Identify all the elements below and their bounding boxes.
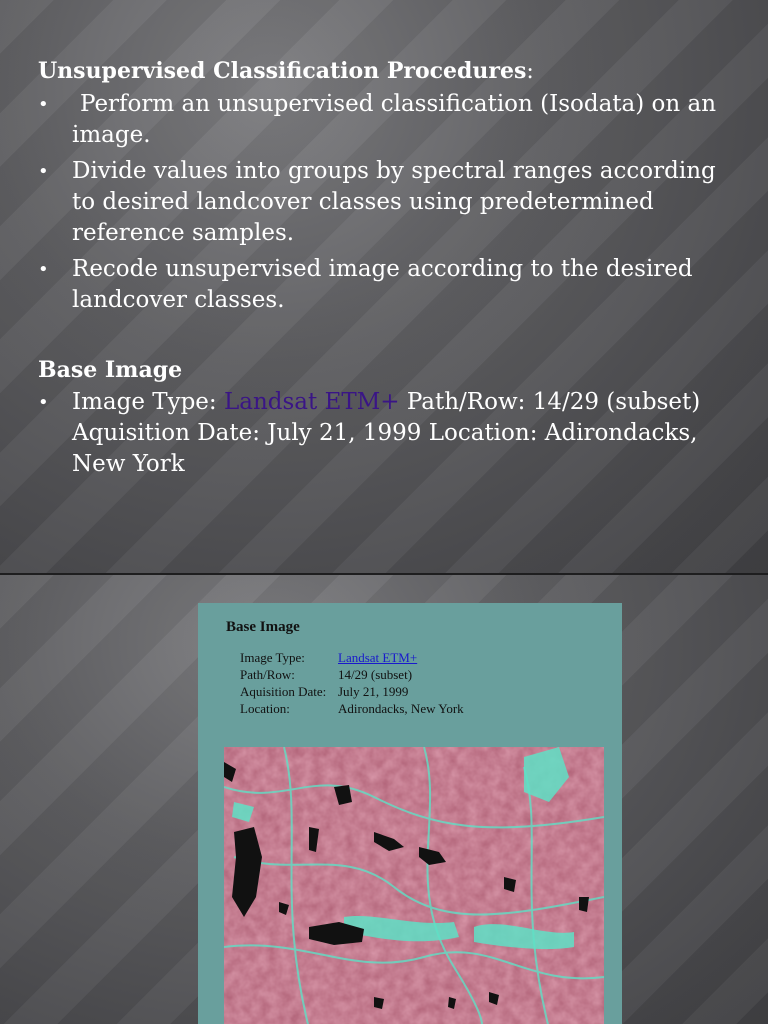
base-image-list (38, 387, 738, 480)
bullet-item: • Divide values into groups by spectral ranges according to desired landcover classes using predetermined reference samples. (38, 158, 716, 246)
landsat-satellite-image (224, 747, 604, 1024)
bullet-item: • Perform an unsupervised classification (Isodata) on an image. (38, 91, 717, 148)
procedures-list (38, 89, 738, 316)
bullet-item: • Image Type: Landsat ETM+ Path/Row: 14/29 (subset) Aquisition Date: July 21, 1999 Location: Adirondacks, New York (38, 389, 701, 477)
base-image-heading: Base Image (38, 357, 183, 383)
image-metadata (240, 649, 464, 717)
base-image-panel (198, 603, 622, 1024)
meta-row: Location: Adirondacks, New York (240, 701, 464, 716)
meta-row: Aquisition Date: July 21, 1999 (240, 684, 409, 699)
meta-row: Image Type: Landsat ETM+ (240, 650, 418, 665)
bullet-icon: • (38, 161, 49, 182)
bullet-icon: • (38, 392, 49, 413)
landsat-etm-link[interactable]: Landsat ETM+ (338, 650, 418, 665)
bullet-icon: • (38, 259, 49, 280)
satellite-image-graphic (224, 747, 604, 1024)
procedures-heading: Unsupervised Classification Procedures: (38, 58, 534, 84)
slide-2 (0, 575, 768, 1024)
meta-row: Path/Row: 14/29 (subset) (240, 667, 413, 682)
panel-title: Base Image (226, 619, 300, 635)
bullet-item: • Recode unsupervised image according to the desired landcover classes. (38, 256, 693, 313)
landsat-link[interactable]: Landsat ETM+ (223, 389, 400, 415)
bullet-icon: • (38, 94, 49, 115)
slide-1-content (38, 54, 738, 485)
